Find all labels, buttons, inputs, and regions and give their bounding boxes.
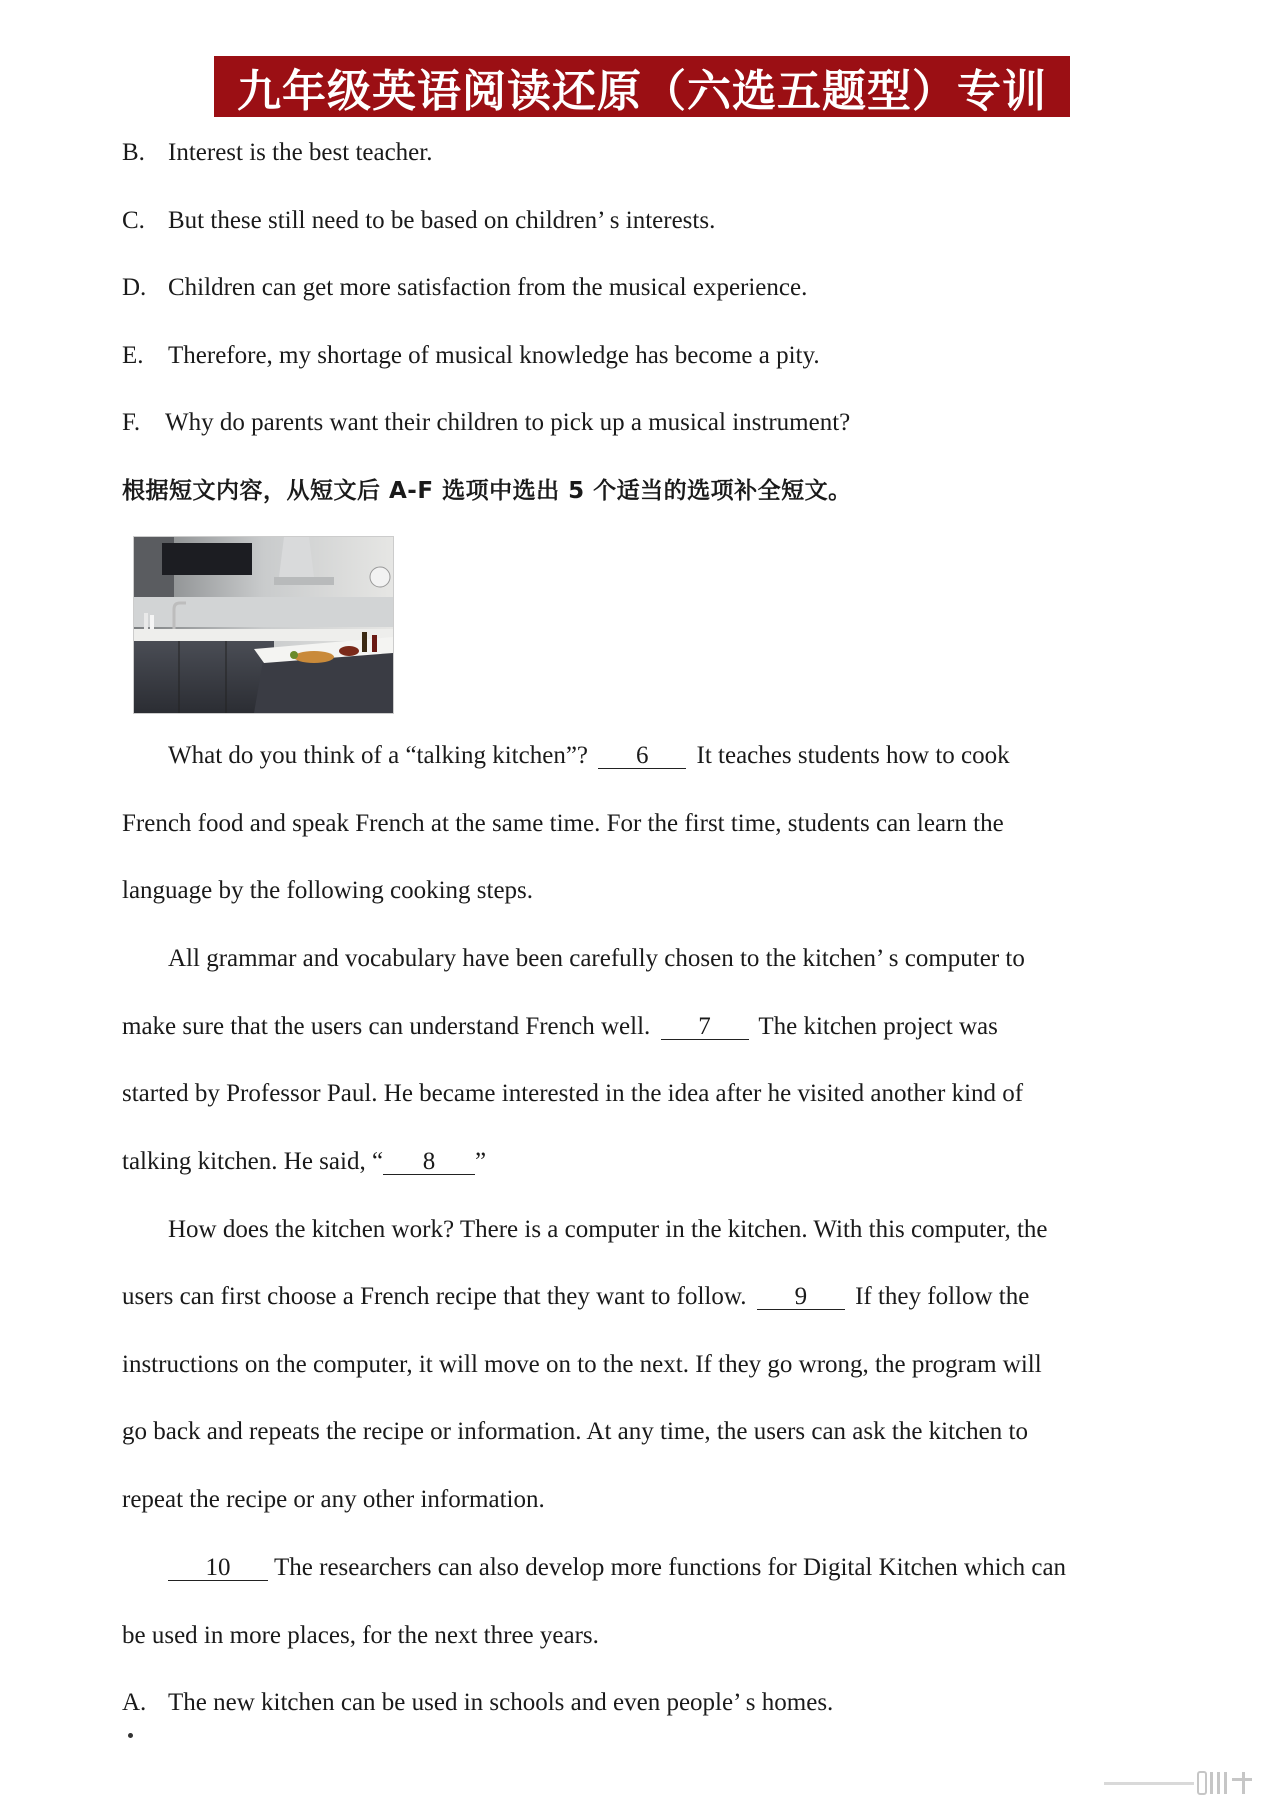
- answer-blank-7[interactable]: 7: [661, 1015, 749, 1040]
- option-text: Interest is the best teacher.: [168, 139, 433, 166]
- passage-line: French food and speak French at the same time. For the first time, students can learn the: [122, 810, 1004, 837]
- option-text: Why do parents want their children to pick up a musical instrument?: [165, 409, 851, 436]
- option-letter: D.: [122, 274, 147, 301]
- option-letter: E.: [122, 342, 144, 369]
- passage-text: ”: [475, 1148, 487, 1175]
- answer-blank-6[interactable]: 6: [598, 744, 686, 769]
- option-letter: C.: [122, 207, 145, 234]
- instruction-text: 根据短文内容，从短文后 A-F 选项中选出 5 个适当的选项补全短文。: [122, 478, 852, 504]
- passage-text: The kitchen project was: [758, 1013, 998, 1040]
- passage-text: make sure that the users can understand French well.: [122, 1013, 651, 1040]
- passage-line: All grammar and vocabulary have been carefully chosen to the kitchen’ s computer to: [168, 945, 1025, 972]
- bullet-dot: [128, 1733, 133, 1738]
- passage-text: The researchers can also develop more functions for Digital Kitchen which can: [274, 1554, 1067, 1581]
- passage-text: If they follow the: [855, 1283, 1030, 1310]
- passage-line: [122, 1147, 486, 1177]
- option-text: But these still need to be based on children’ s interests.: [168, 207, 716, 234]
- answer-blank-10[interactable]: 10: [168, 1556, 268, 1581]
- passage-line: repeat the recipe or any other information.: [122, 1486, 545, 1513]
- page-title: 九年级英语阅读还原（六选五题型）专训: [237, 65, 1047, 117]
- option-letter: F.: [122, 409, 141, 436]
- passage-line: started by Professor Paul. He became interested in the idea after he visited another kind of: [122, 1080, 1024, 1107]
- option-text: The new kitchen can be used in schools and even people’ s homes.: [168, 1689, 834, 1716]
- option-text: Therefore, my shortage of musical knowledge has become a pity.: [168, 342, 820, 369]
- passage-line: [168, 1553, 1066, 1583]
- option-letter: B.: [122, 139, 145, 166]
- passage-line: [122, 1012, 998, 1042]
- passage-line: [168, 741, 1010, 771]
- answer-blank-9[interactable]: 9: [757, 1285, 845, 1310]
- option-b: [122, 138, 432, 168]
- passage-line: be used in more places, for the next three years.: [122, 1622, 599, 1649]
- answer-blank-8[interactable]: 8: [383, 1150, 475, 1175]
- option-letter: A.: [122, 1689, 147, 1716]
- option-c: [122, 206, 715, 236]
- passage-text: It teaches students how to cook: [696, 742, 1010, 769]
- title-banner: [214, 56, 1070, 117]
- passage-line: language by the following cooking steps.: [122, 877, 534, 904]
- passage-text: users can first choose a French recipe that they want to follow.: [122, 1283, 747, 1310]
- kitchen-photo: [133, 536, 394, 714]
- passage-line: [122, 1282, 1029, 1312]
- option-text: Children can get more satisfaction from the musical experience.: [168, 274, 808, 301]
- passage-text: talking kitchen. He said, “: [122, 1148, 384, 1175]
- passage-line: How does the kitchen work? There is a computer in the kitchen. With this computer, the: [168, 1216, 1048, 1243]
- passage-text: What do you think of a “talking kitchen”?: [168, 742, 589, 769]
- watermark-icon: [1102, 1768, 1262, 1796]
- passage-line: go back and repeats the recipe or information. At any time, the users can ask the kitchen to: [122, 1418, 1028, 1445]
- option-d: [122, 273, 807, 303]
- option-a: [122, 1688, 833, 1718]
- option-e: [122, 341, 820, 371]
- option-f: [122, 408, 850, 438]
- passage-line: instructions on the computer, it will move on to the next. If they go wrong, the program will: [122, 1351, 1042, 1378]
